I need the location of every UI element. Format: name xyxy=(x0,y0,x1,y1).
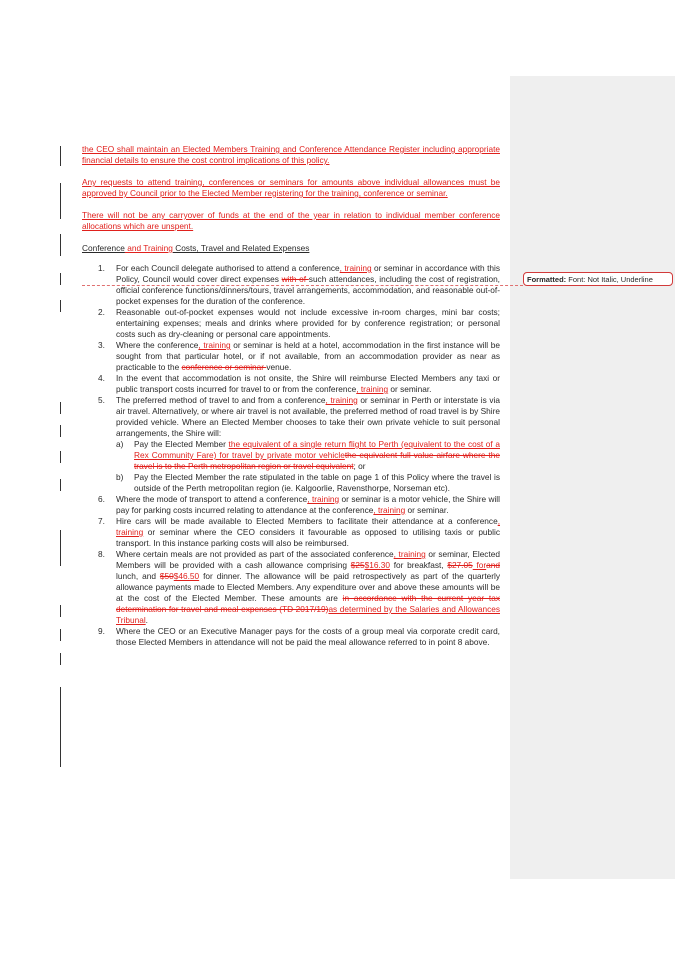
list-item xyxy=(82,373,500,395)
comment-text: Font: Not Italic, Underline xyxy=(568,275,653,284)
change-bar xyxy=(60,183,61,219)
item-text: Reasonable out-of-pocket expenses would not include excessive in-room charges, mini bar costs; entertaining expenses; meals and drinks where provided for by conference registration; or personal costs such as dry-cleaning or personal care appointments. xyxy=(116,307,500,339)
intro-paragraph xyxy=(82,210,500,232)
change-bar xyxy=(60,530,61,566)
change-bar xyxy=(60,605,61,617)
change-bar xyxy=(60,300,61,312)
item-text: The preferred method of travel to and from a conference xyxy=(116,395,326,405)
list-item xyxy=(82,263,500,307)
item-text: lunch, and xyxy=(116,571,160,581)
item-number: 6. xyxy=(98,494,105,504)
inserted-text: $16.30 xyxy=(364,560,390,570)
deleted-text: $27.05 xyxy=(447,560,473,570)
item-number: 8. xyxy=(98,549,105,559)
item-text: Where the CEO or an Executive Manager pays for the costs of a group meal via corporate credit card, those Elected Members in attendance will not be paid the meal allowance referred to in point 8 above. xyxy=(116,626,500,647)
change-bar xyxy=(60,629,61,641)
item-text: such attendances, including the cost of registration, official conference functions/dinners/tours, travel arrangements, accommodation, and reasonable out-of-pocket expenses for the duration of the conference. xyxy=(116,274,500,306)
list-item xyxy=(82,307,500,340)
change-bar xyxy=(60,234,61,256)
change-bar xyxy=(60,146,61,166)
inserted-text: , training xyxy=(307,494,340,504)
inserted-text: the CEO shall maintain an Elected Members Training and Conference Attendance Register including appropriate financial details to ensure the cost control implications of this policy. xyxy=(82,144,500,165)
heading-text: Conference xyxy=(82,243,125,253)
deleted-text: and xyxy=(486,560,500,570)
deleted-text: $25 xyxy=(350,560,365,570)
intro-paragraph xyxy=(82,144,500,166)
inserted-text: , training xyxy=(198,340,231,350)
item-number: a) xyxy=(116,439,124,449)
deleted-text: $50 xyxy=(159,571,174,581)
list-item xyxy=(82,494,500,516)
item-text: or seminar, Elected Members will be provided with a cash allowance comprising xyxy=(116,549,500,570)
inserted-text: , training xyxy=(356,384,389,394)
item-number: 5. xyxy=(98,395,105,405)
inserted-text: There will not be any carryover of funds at the end of the year in relation to individual member conference allocations which are unspent. xyxy=(82,210,500,231)
item-number: 4. xyxy=(98,373,105,383)
deleted-text: the equivalent full value airfare where the travel is to the Perth metropolitan region or travel equivalent xyxy=(134,450,500,471)
inserted-text: , training xyxy=(325,395,358,405)
list-item xyxy=(82,626,500,648)
item-text: Where the mode of transport to attend a conference xyxy=(116,494,308,504)
item-text: or seminar. xyxy=(388,384,432,394)
inserted-text: , training xyxy=(116,516,500,537)
expense-list xyxy=(82,263,500,648)
list-item xyxy=(82,549,500,626)
item-text: Pay the Elected Member xyxy=(134,439,229,449)
change-bar xyxy=(60,653,61,665)
inserted-text: , training xyxy=(373,505,406,515)
change-bar xyxy=(60,479,61,491)
inserted-text: for xyxy=(472,560,487,570)
item-number: 9. xyxy=(98,626,105,636)
item-text: In the event that accommodation is not onsite, the Shire will reimburse Elected Members any taxi or public transport costs incurred for travel to or from the conference xyxy=(116,373,500,394)
item-text: for dinner. The allowance will be paid retrospectively as part of the quarterly allowance payments made to Elected Members. Any expenditure over and above these amounts will be at the cost of the Elected Member. These amounts are xyxy=(116,571,500,603)
item-text: or seminar in accordance with this Policy, Council would cover direct expenses xyxy=(116,263,500,284)
document-body xyxy=(82,144,500,648)
item-text: Where the conference xyxy=(116,340,199,350)
inserted-text: Any requests to attend training, conferences or seminars for amounts above individual allowances must be approved by Council prior to the Elected Member registering for the training, conference or seminar. xyxy=(82,177,500,198)
deleted-text: in accordance with the current year tax determination for travel and meal expenses (TD 2017/19) xyxy=(116,593,500,614)
inserted-text: , training xyxy=(339,263,372,273)
sub-list xyxy=(116,439,500,494)
sub-list-item xyxy=(116,439,500,472)
heading-text: Costs, Travel and Related Expenses xyxy=(172,243,310,253)
deleted-text: conference or seminar xyxy=(181,362,267,372)
item-text: Hire cars will be made available to Elected Members to facilitate their attendance at a conference xyxy=(116,516,498,526)
list-item xyxy=(82,340,500,373)
item-text: or seminar where the CEO considers it favourable as opposed to utilising taxis or public transport. In this instance parking costs will also be reimbursed. xyxy=(116,527,500,548)
section-heading xyxy=(82,243,500,254)
item-number: 7. xyxy=(98,516,105,526)
item-number: 1. xyxy=(98,263,105,273)
formatting-comment-balloon[interactable] xyxy=(523,272,673,286)
change-bar xyxy=(60,687,61,767)
change-bar xyxy=(60,451,61,463)
markup-margin-pane xyxy=(510,76,675,879)
item-text: or seminar is a motor vehicle, the Shire will pay for parking costs incurred relating to attendance at the conference xyxy=(116,494,500,515)
item-text: For each Council delegate authorised to attend a conference xyxy=(116,263,340,273)
intro-paragraph xyxy=(82,177,500,199)
inserted-text: , training xyxy=(393,549,426,559)
deleted-text: with of xyxy=(281,274,309,284)
item-text: ; or xyxy=(353,461,366,471)
item-text: or seminar is held at a hotel, accommodation in the first instance will be sought from that particular hotel, or if not available, from an accommodation provider as near as practicable to the xyxy=(116,340,500,372)
inserted-text: as determined by the Salaries and Allowances Tribunal xyxy=(116,604,500,625)
item-text: or seminar. xyxy=(405,505,449,515)
list-item xyxy=(82,395,500,494)
item-text: or seminar in Perth or interstate is via air travel. Alternatively, or where air travel is not available, the preferred method of road travel is by Shire provided vehicle. Where an Elected Member chooses to take their own private vehicle to suit personal arrangements, the Shire will: xyxy=(116,395,500,438)
change-bar xyxy=(60,273,61,285)
item-text: Pay the Elected Member the rate stipulated in the table on page 1 of this Policy where the travel is outside of the Perth metropolitan region (ie. Kalgoorlie, Ravensthorpe, Norseman etc). xyxy=(134,472,500,493)
item-number: 2. xyxy=(98,307,105,317)
inserted-text: and Training xyxy=(124,243,173,253)
list-item xyxy=(82,516,500,549)
change-bar xyxy=(60,402,61,414)
item-text: Where certain meals are not provided as part of the associated conference xyxy=(116,549,394,559)
comment-label: Formatted: xyxy=(527,275,567,284)
item-text: . xyxy=(145,615,148,625)
change-bar xyxy=(60,425,61,437)
item-number: 3. xyxy=(98,340,105,350)
item-number: b) xyxy=(116,472,124,482)
sub-list-item xyxy=(116,472,500,494)
inserted-text: the equivalent of a single return flight to Perth (equivalent to the cost of a Rex Community Fare) for travel by private motor vehicle xyxy=(134,439,500,460)
item-text: venue. xyxy=(266,362,292,372)
inserted-text: $46.50 xyxy=(173,571,200,581)
item-text: for breakfast, xyxy=(389,560,448,570)
